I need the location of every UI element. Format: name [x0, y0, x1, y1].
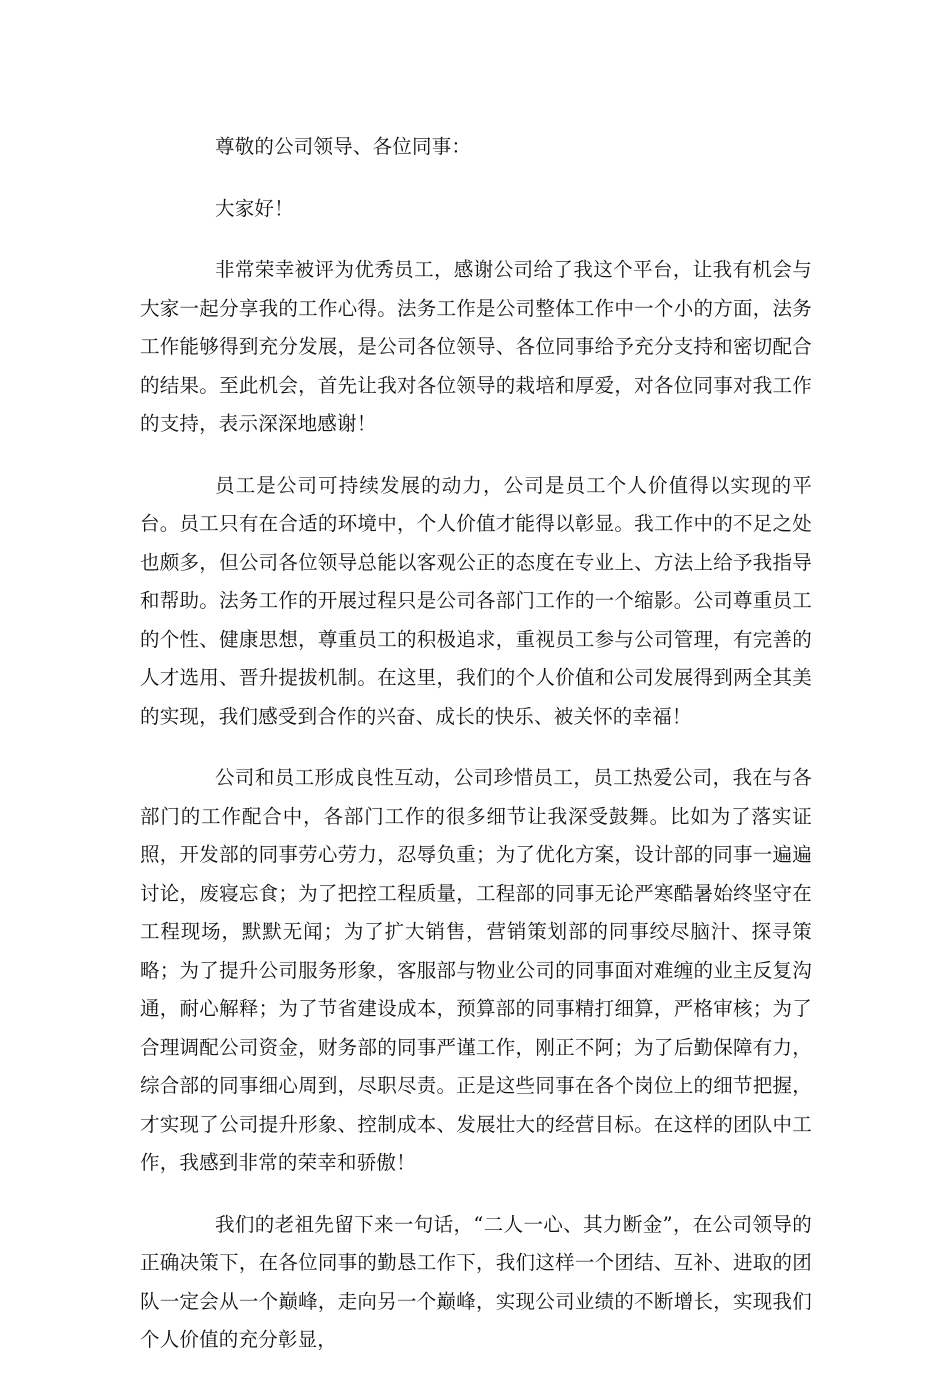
paragraph-thanks: 非常荣幸被评为优秀员工，感谢公司给了我这个平台，让我有机会与大家一起分享我的工作心得。法务工作是公司整体工作中一个小的方面，法务工作能够得到充分发展，是公司各位领导、各位同事给予充分支持和密切配合的结果。至此机会，首先让我对各位领导的栽培和厚爱，对各位同事对我工作的支持，表示深深地感谢！ — [140, 258, 812, 435]
paragraph-teamwork: 公司和员工形成良性互动，公司珍惜员工，员工热爱公司，我在与各部门的工作配合中，各部门工作的很多细节让我深受鼓舞。比如为了落实证照，开发部的同事劳心劳力，忍辱负重；为了优化方案，设计部的同事一遍遍讨论，废寝忘食；为了把控工程质量，工程部的同事无论严寒酷暑始终坚守在工程现场，默默无闻；为了扩大销售，营销策划部的同事绞尽脑汁、探寻策略；为了提升公司服务形象，客服部与物业公司的同事面对难缠的业主反复沟通，耐心解释；为了节省建设成本，预算部的同事精打细算，严格审核；为了合理调配公司资金，财务部的同事严谨工作，刚正不阿；为了后勤保障有力，综合部的同事细心周到，尽职尽责。正是这些同事在各个岗位上的细节把握，才实现了公司提升形象、控制成本、发展壮大的经营目标。在这样的团队中工作，我感到非常的荣幸和骄傲！ — [140, 766, 812, 1174]
paragraph-closing: 我们的老祖先留下来一句话，“二人一心、其力断金”，在公司领导的正确决策下，在各位同事的勤恳工作下，我们这样一个团结、互补、进取的团队一定会从一个巅峰，走向另一个巅峰，实现公司业绩的不断增长，实现我们个人价值的充分彰显， — [140, 1212, 812, 1351]
document-body — [140, 128, 812, 1383]
salutation: 尊敬的公司领导、各位同事： — [215, 135, 472, 158]
greeting: 大家好！ — [215, 196, 294, 220]
paragraph-employee-value: 员工是公司可持续发展的动力，公司是员工个人价值得以实现的平台。员工只有在合适的环境中，个人价值才能得以彰显。我工作中的不足之处也颇多，但公司各位领导总能以客观公正的态度在专业上、方法上给予我指导和帮助。法务工作的开展过程只是公司各部门工作的一个缩影。公司尊重员工的个性、健康思想，尊重员工的积极追求，重视员工参与公司管理，有完善的人才选用、晋升提拔机制。在这里，我们的个人价值和公司发展得到两全其美的实现，我们感受到合作的兴奋、成长的快乐、被关怀的幸福！ — [140, 473, 812, 728]
